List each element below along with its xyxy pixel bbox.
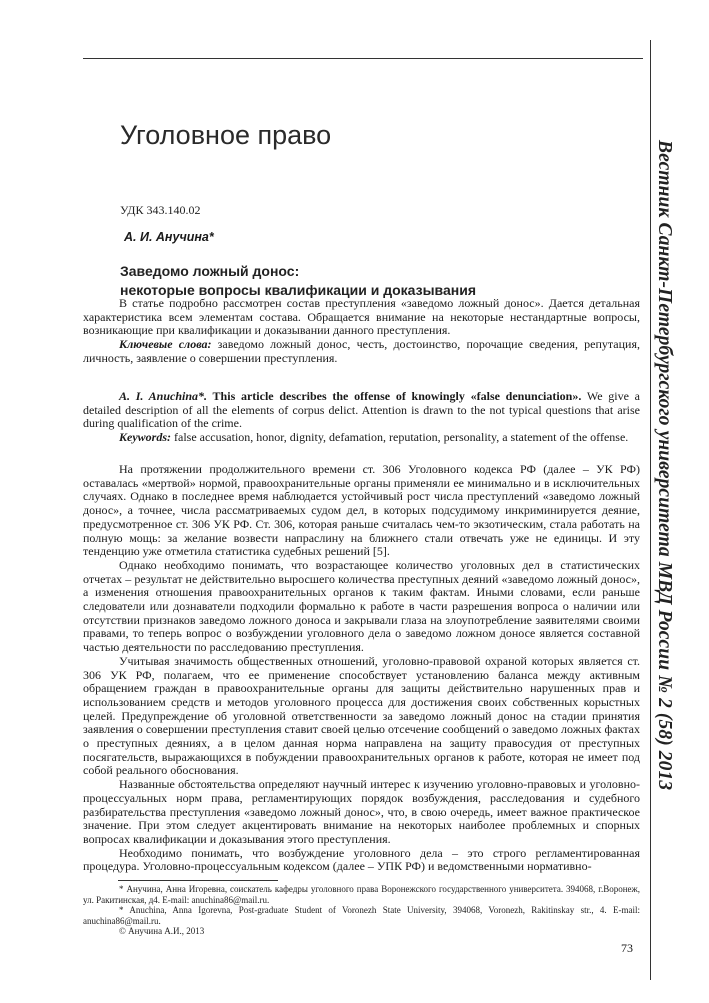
abstract-ru [83,297,640,366]
abstract-en-body: We give a detailed description of all the elements of corpus delict. Attention is drawn to the not typical questions that arise during qualification of the crime. [83,389,640,431]
keywords-en [83,431,640,445]
udk-code: УДК 343.140.02 [120,203,201,217]
body-paragraph: Необходимо понимать, что возбуждение уголовного дела – это строго регламентированная процедура. Уголовно-процессуальным кодексом (далее – УПК РФ) и ведомственными нормативно- [83,845,640,874]
keywords-ru [83,338,640,365]
author-name: А. И. Анучина* [124,230,214,244]
body-paragraph: Учитывая значимость общественных отношений, уголовно-правовой охраной которых является ст. 306 УК РФ, полагаем, что ее применение способствует установлению баланса между активным обращением граждан в правоохранительные органы для защиты действительно нарушенных прав и использованием средств и методов уголовного процесса для достижения своих собственных корыстных целей. Предупреждение об уголовной ответственности за заведомо ложный донос на стадии принятия заявления о совершении преступления ставит своей целью отсечение сообщений о заведомо ложных фактах о преступных деяниях, а в целом данная норма направлена на защиту правосудия от преступных посягательств, выражающихся в побуждении правоохранительных органов к работе, которая не имеет под собой реального обоснования. [83,653,640,778]
article-title-line-2: некоторые вопросы квалификации и доказывания [120,282,476,298]
abstract-en-author: A. I. Anuchina*. [119,389,208,403]
keywords-en-list: false accusation, honor, dignity, defamation, reputation, personality, a statement of the offense. [171,430,629,445]
article-title-line-1: Заведомо ложный донос: [120,263,300,279]
top-rule [83,58,643,59]
footnote-en: * Anuchina, Anna Igorevna, Post-graduate Student of Voronezh State University, 394068, Voronezh, Rakitinskay str., 4. E-mail: anuchina86@mail.ru. [83,905,640,926]
footnote-ru: * Анучина, Анна Игоревна, соискатель кафедры уголовного права Воронежского государственного университета. 394068, г.Воронеж, ул. Ракитинская, д4. E-mail: anuchina86@mail.ru. [83,884,640,905]
abstract-ru-text: В статье подробно рассмотрен состав преступления «заведомо ложный донос». Дается детальная характеристика всем элементам состава. Обращается внимание на некоторые нестандартные вопросы, возникающие при квалификации и доказывании данного преступления. [83,296,640,338]
body-paragraph: Названные обстоятельства определяют научный интерес к изучению уголовно-правовых и уголовно-процессуальных норм права, регламентирующих порядок возбуждения, расследования и судебного разбирательства преступления «заведомо ложный донос», что, в свою очередь, имеет важное практическое значение. При этом следует акцентировать внимание на некоторых наиболее проблемных и спорных вопросах квалификации и доказывания этого преступления. [83,777,640,846]
keywords-ru-list: заведомо ложный донос, честь, достоинство, порочащие сведения, репутация, личность, заявление о совершении преступления. [83,337,641,365]
footnote-rule [118,880,278,881]
body-paragraph: На протяжении продолжительного времени ст. 306 Уголовного кодекса РФ (далее – УК РФ) оставалась «мертвой» нормой, правоохранительные органы применяли ее минимально и в исключительных случаях. Однако в последнее время наблюдается устойчивый рост числа преступлений «заведомо ложный донос», а точнее, числа рассматриваемых судом дел, в которых подсудимому инкриминируется деяние, предусмотренное ст. 306 УК РФ. Ст. 306, которая раньше считалась чем-то экзотическим, стала работать на полную мощь: за желание возвести напраслину на ближнего стали отвечать уже не единицы. И эту тенденцию уже отметила статистика судебных решений [5]. [83,462,640,559]
section-title: Уголовное право [120,120,332,150]
side-rule [650,40,651,980]
page-number: 73 [621,941,633,955]
article-title [120,262,476,300]
abstract-en-text [83,390,640,431]
keywords-en-label: Keywords: [119,430,171,445]
abstract-en [83,390,640,445]
copyright: © Анучина А.И., 2013 [119,926,205,936]
abstract-en-title: This article describes the offense of knowingly «false denunciation». [207,389,582,403]
article-body [83,463,640,874]
footnotes [83,884,640,937]
journal-side-title: Вестник Санкт-Петербургского университета МВД России № 2 (58) 2013 [654,140,675,791]
body-paragraph: Однако необходимо понимать, что возрастающее количество уголовных дел в статистических отчетах – результат не действительно выросшего количества преступных деяний «заведомо ложный донос», а изменения отношения правоохранительных органов к таким фактам. Иными словами, если раньше следователи или дознаватели подходили формально к работе в части разрешения вопроса о наличии или отсутствии признаков заведомо ложного доноса и закрывали глаза на злоупотребление заявителями своими правами, то теперь вопрос о возбуждении уголовного дела о заведомо ложном доносе является составной частью деятельности по расследованию преступления. [83,557,640,655]
keywords-ru-label: Ключевые слова: [119,337,212,352]
